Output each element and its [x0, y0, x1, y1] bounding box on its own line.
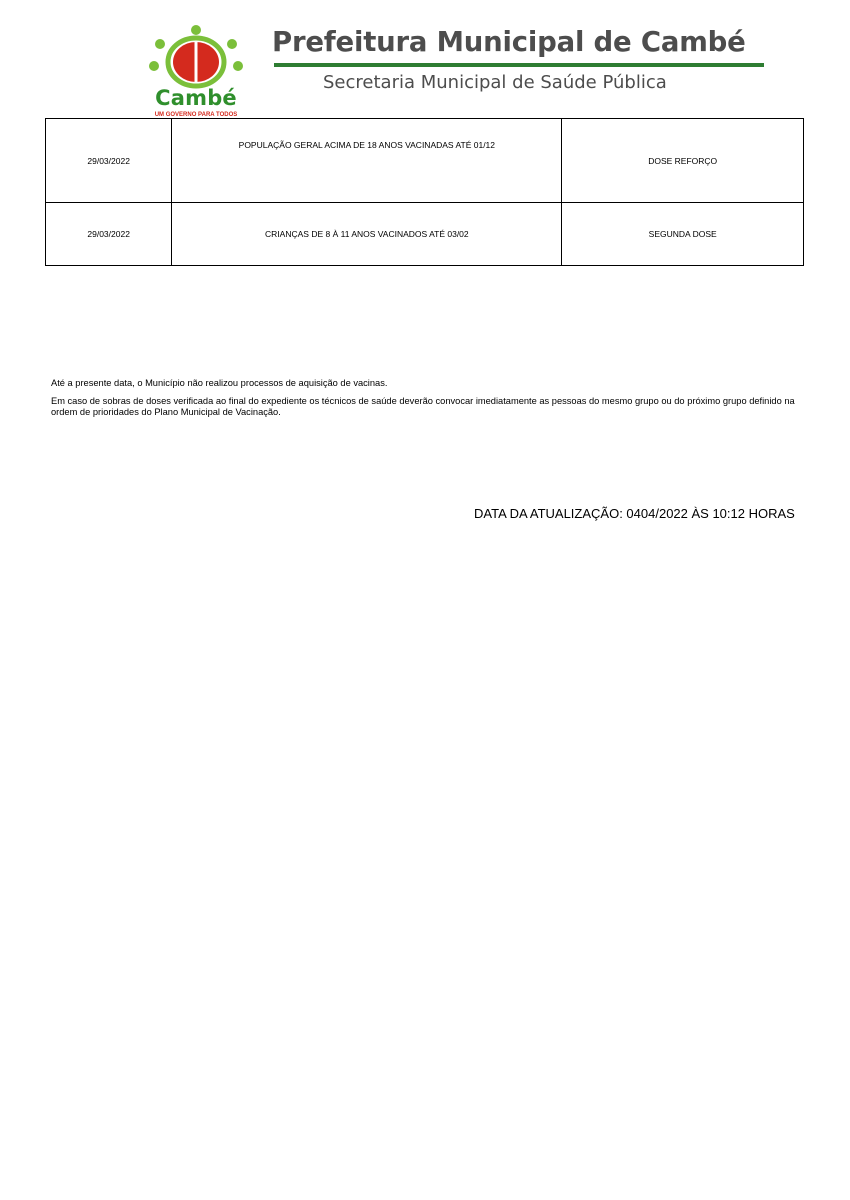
logo-emblem-icon [140, 22, 252, 92]
vaccination-table [45, 118, 804, 266]
notes-section [51, 378, 806, 425]
dose-cell: SEGUNDA DOSE [562, 203, 804, 266]
header-divider [274, 63, 764, 67]
table-row [46, 203, 804, 266]
acquisition-note: Até a presente data, o Município não realizou processos de aquisição de vacinas. [51, 378, 388, 388]
table-row [46, 119, 804, 203]
date-cell: 29/03/2022 [46, 203, 172, 266]
page-subtitle: Secretaria Municipal de Saúde Pública [323, 72, 667, 93]
logo-wordmark: Cambé [155, 86, 237, 110]
leftover-doses-note: Em caso de sobras de doses verificada ao final do expediente os técnicos de saúde deverão convocar imediatamente as pessoas do mesmo grupo ou do próximo grupo definido na ordem de prioridades do Plano Municipal de Vacinação. [51, 395, 795, 417]
group-cell: CRIANÇAS DE 8 À 11 ANOS VACINADOS ATÉ 03/02 [172, 203, 562, 266]
logo-tagline: UM GOVERNO PARA TODOS [154, 112, 238, 118]
update-date: DATA DA ATUALIZAÇÃO: 0404/2022 ÀS 10:12 HORAS [474, 506, 795, 521]
cambe-logo [140, 22, 252, 120]
page-title: Prefeitura Municipal de Cambé [272, 26, 746, 58]
date-cell: 29/03/2022 [46, 119, 172, 203]
dose-cell: DOSE REFORÇO [562, 119, 804, 203]
group-cell: POPULAÇÃO GERAL ACIMA DE 18 ANOS VACINADAS ATÉ 01/12 [172, 119, 562, 203]
